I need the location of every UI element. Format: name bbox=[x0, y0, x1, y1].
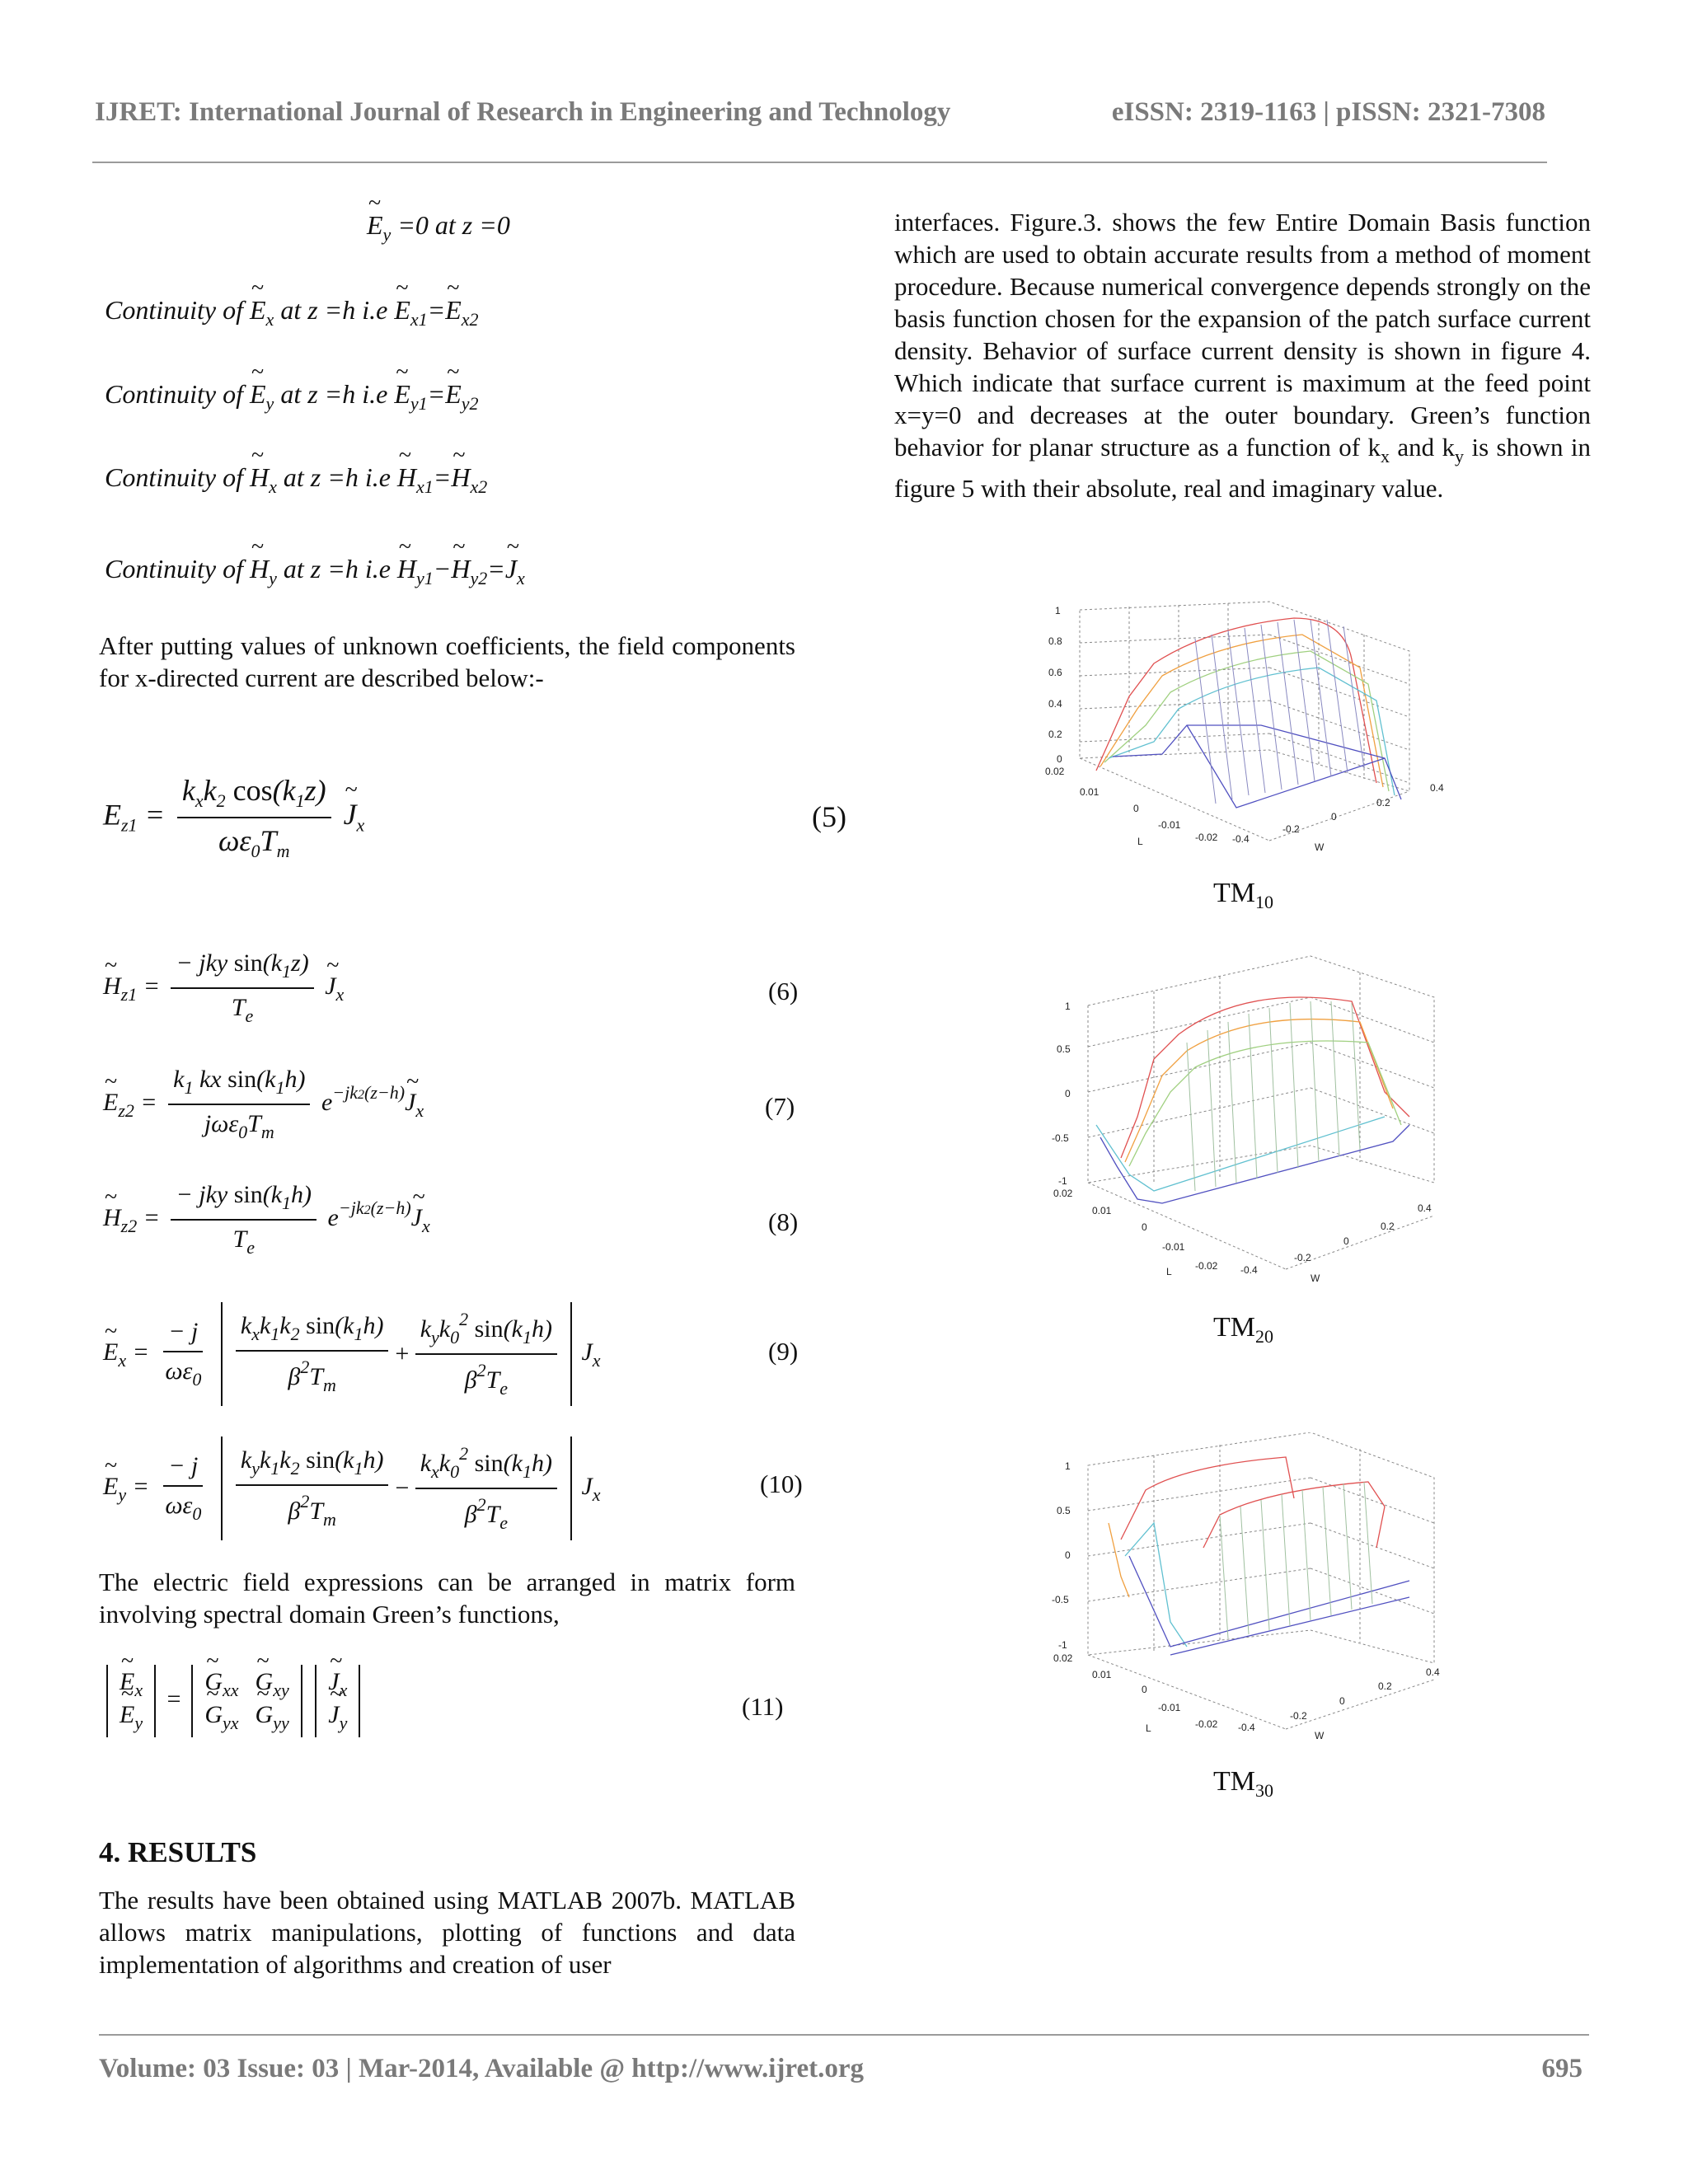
tm30-l-ticks bbox=[1053, 1652, 1218, 1730]
z-tick: -0.5 bbox=[1052, 1594, 1069, 1605]
caption-main: TM bbox=[1213, 1312, 1255, 1343]
z-tick: 0.2 bbox=[1048, 729, 1062, 740]
right-para-main: interfaces. Figure.3. shows the few Entire Domain Basis function which are used to obtain accurate results from a method of moment procedure. Because numerical convergence depends strongly on the basis function chosen for the expansion of the patch surface current density. Behavior of surface current density is shown in figure 4. Which indicate that surface current is maximum at the feed point x=y=0 and decreases at the outer boundary. Green’s function behavior for planar structure as a function of bbox=[894, 208, 1591, 462]
eq-number-5: (5) bbox=[812, 800, 846, 833]
figure-tm20-plot bbox=[1022, 952, 1467, 1298]
l-tick: -0.01 bbox=[1158, 1702, 1181, 1713]
w-tick: 0.4 bbox=[1418, 1202, 1432, 1214]
l-tick: -0.02 bbox=[1195, 832, 1218, 843]
w-tick: 0.4 bbox=[1426, 1666, 1440, 1678]
bc0-text: =0 at z =0 bbox=[397, 210, 510, 240]
figure-tm30-plot bbox=[1022, 1432, 1467, 1746]
eq-number-7: (7) bbox=[765, 1092, 795, 1121]
bc-ey-continuity: Continuity of ~ $E_y$ at z =h i.e ~ $E_{y1}=\sim$ $E_{y2}$ bbox=[105, 379, 479, 415]
header-rule bbox=[92, 162, 1547, 163]
w-tick: -0.2 bbox=[1290, 1710, 1307, 1722]
eq-number-10: (10) bbox=[760, 1469, 803, 1498]
z-tick: 0 bbox=[1065, 1549, 1071, 1561]
paragraph-matrix-form: The electric field expressions can be arranged in matrix form involving spectral domain Green’s functions, bbox=[99, 1568, 795, 1629]
z-tick: -1 bbox=[1058, 1175, 1067, 1187]
eq-number-6: (6) bbox=[768, 977, 799, 1005]
caption-sub: 30 bbox=[1255, 1780, 1273, 1801]
equation-9: ~ $E_x$ = $\frac{- j}{\omega\varepsilon_0}$ $\frac{k_xk_1k_2 \sin(k_1h)}{\beta^2T_m}$ + $\frac{k_yk_0^2 \sin(k_1h)}{\beta^2T_e}$ $J_x$ bbox=[103, 1302, 601, 1406]
eq-number-8: (8) bbox=[768, 1207, 799, 1236]
z-tick: 0.6 bbox=[1048, 667, 1062, 678]
w-tick: 0.4 bbox=[1430, 782, 1444, 794]
eq-number-11: (11) bbox=[742, 1692, 784, 1721]
equation-7: ~ $E_{z2}$ = $\frac{k_1 kx \sin(k_1h)}{j\omega\varepsilon_0T_m}$ $e^{-jk2(z-h)}\sim$ $J_x$ bbox=[103, 1066, 424, 1143]
l-tick: 0 bbox=[1142, 1221, 1147, 1233]
caption-main: TM bbox=[1213, 878, 1255, 908]
l-tick: 0.01 bbox=[1092, 1205, 1112, 1216]
w-tick: -0.4 bbox=[1232, 833, 1250, 845]
l-tick: -0.01 bbox=[1162, 1241, 1185, 1253]
equation-10: ~ $E_y$ = $\frac{- j}{\omega\varepsilon_0}$ $\frac{k_yk_1k_2 \sin(k_1h)}{\beta^2T_m}$ − $\frac{k_xk_0^2 \sin(k_1h)}{\beta^2T_e}$ $J_x$ bbox=[103, 1436, 601, 1540]
bc2-mid: at z =h i.e bbox=[280, 379, 388, 409]
caption-tm30 bbox=[1213, 1766, 1273, 1802]
w-tick: 0.2 bbox=[1378, 1680, 1392, 1692]
w-tick: 0 bbox=[1343, 1235, 1349, 1247]
l-tick: 0 bbox=[1142, 1684, 1147, 1695]
bc4-mid: at z =h i.e bbox=[283, 554, 391, 583]
x-axis-label: L bbox=[1166, 1266, 1172, 1277]
page-number: 695 bbox=[1541, 2054, 1582, 2083]
y-axis-label: W bbox=[1315, 841, 1325, 853]
eq-number-9: (9) bbox=[768, 1337, 799, 1366]
l-tick: -0.02 bbox=[1195, 1260, 1218, 1272]
z-tick: 1 bbox=[1055, 605, 1061, 616]
right-para-and: and bbox=[1397, 433, 1435, 462]
caption-sub: 20 bbox=[1255, 1326, 1273, 1347]
l-tick: -0.02 bbox=[1195, 1718, 1218, 1730]
z-tick: -1 bbox=[1058, 1639, 1067, 1651]
w-tick: -0.2 bbox=[1282, 823, 1300, 835]
bc2-prefix: Continuity of bbox=[105, 379, 243, 409]
equation-5: $E_{z1}$ = $\frac{k_xk_2 \cos(k_1z)}{\omega\varepsilon_0T_m}$ ~ $J_x$ bbox=[103, 773, 364, 862]
paragraph-results: The results have been obtained using MATLAB 2007b. MATLAB allows matrix manipulations, plotting of functions and data implementation of algorithms and creation of user bbox=[99, 1886, 795, 1979]
bc4-prefix: Continuity of bbox=[105, 554, 243, 583]
y-axis-label: W bbox=[1311, 1272, 1320, 1284]
footer-rule bbox=[99, 2034, 1589, 2036]
caption-main: TM bbox=[1213, 1766, 1255, 1797]
l-tick: 0.02 bbox=[1053, 1188, 1073, 1199]
journal-title: IJRET: International Journal of Research in Engineering and Technology bbox=[95, 97, 951, 127]
page-footer bbox=[99, 2054, 1582, 2084]
tm20-l-ticks bbox=[1053, 1188, 1218, 1272]
equation-6: ~ $H_{z1}$ = $\frac{- jky \sin(k_1z)}{T_e}$ ~ $J_x$ bbox=[103, 949, 344, 1027]
z-tick: 0 bbox=[1065, 1088, 1071, 1099]
tm10-z-ticks bbox=[1048, 605, 1062, 765]
x-axis-label: L bbox=[1137, 836, 1143, 847]
bc-hx-continuity: Continuity of ~ $H_x$ at z =h i.e ~ $H_{x1}=\sim$ $H_{x2}$ bbox=[105, 462, 487, 498]
figure-tm10-plot bbox=[1022, 593, 1467, 865]
equation-8: ~ $H_{z2}$ = $\frac{- jky \sin(k_1h)}{T_e}$ $e^{-jk2(z-h)}\sim$ $J_x$ bbox=[103, 1181, 430, 1258]
tm20-w-ticks bbox=[1240, 1202, 1432, 1276]
bc1-prefix: Continuity of bbox=[105, 295, 243, 325]
tm20-z-ticks bbox=[1052, 1001, 1071, 1187]
bc3-mid: at z =h i.e bbox=[283, 462, 391, 492]
equation-11: ~ $E_x$ ~ $E_y$ = ~ $G_{xx}$ ~ $G_{yx}$ ~ $G_{xy}$ ~ $G_{yy}$ ~ $J_x$ ~ $J_y$ bbox=[103, 1665, 363, 1737]
page-header bbox=[95, 97, 1545, 128]
l-tick: 0.01 bbox=[1080, 786, 1100, 798]
w-tick: 0.2 bbox=[1381, 1221, 1395, 1232]
bc-ey-zero: ~ $E_y =0$ at z =0 bbox=[367, 210, 510, 246]
x-axis-label: L bbox=[1146, 1722, 1151, 1734]
w-tick: -0.4 bbox=[1240, 1264, 1258, 1276]
paragraph-field-components: After putting values of unknown coefficients, the field components for x-directed current are described below:- bbox=[99, 631, 795, 692]
bc-ex-continuity: Continuity of ~ $E_x$ at z =h i.e ~ $E_{x1}=\sim$ $E_{x2}$ bbox=[105, 295, 479, 330]
tm30-z-ticks bbox=[1052, 1460, 1071, 1651]
w-tick: 0.2 bbox=[1376, 797, 1390, 808]
l-tick: 0 bbox=[1133, 803, 1139, 814]
z-tick: 0 bbox=[1057, 753, 1062, 765]
footer-volume-info: Volume: 03 Issue: 03 | Mar-2014, Available @ http://www.ijret.org bbox=[99, 2054, 864, 2083]
z-tick: 1 bbox=[1065, 1001, 1071, 1012]
tm10-w-ticks bbox=[1232, 782, 1444, 845]
w-tick: -0.2 bbox=[1294, 1252, 1311, 1263]
w-tick: 0 bbox=[1339, 1695, 1345, 1707]
tm10-l-ticks bbox=[1045, 766, 1218, 843]
z-tick: 0.5 bbox=[1057, 1043, 1071, 1055]
w-tick: 0 bbox=[1331, 811, 1337, 823]
caption-tm10 bbox=[1213, 878, 1273, 913]
bc3-prefix: Continuity of bbox=[105, 462, 243, 492]
w-tick: -0.4 bbox=[1238, 1722, 1255, 1733]
z-tick: 1 bbox=[1065, 1460, 1071, 1472]
tm30-w-ticks bbox=[1238, 1666, 1440, 1733]
z-tick: -0.5 bbox=[1052, 1132, 1069, 1144]
l-tick: 0.01 bbox=[1092, 1669, 1112, 1680]
paragraph-right-column: interfaces. Figure.3. shows the few Entire Domain Basis function which are used to obtain accurate results from a method of moment procedure. Because numerical convergence depends strongly on the basis function chosen for the expansion of the patch surface current density. Behavior of surface current density is shown in figure 4. Which indicate that surface current is maximum at the feed point x=y=0 and decreases at the outer boundary. Green’s function behavior for planar structure as a function of $k_x$ and $k_y$ is shown in figure 5 with their absolute, real and imaginary value. bbox=[894, 208, 1592, 503]
bc1-mid: at z =h i.e bbox=[280, 295, 388, 325]
section-title-results: 4. RESULTS bbox=[99, 1836, 257, 1868]
caption-sub: 10 bbox=[1255, 892, 1273, 912]
l-tick: -0.01 bbox=[1158, 819, 1181, 831]
right-para-tail: is shown in figure 5 with their absolute, real and imaginary value. bbox=[894, 433, 1592, 503]
z-tick: 0.4 bbox=[1048, 698, 1062, 710]
z-tick: 0.8 bbox=[1048, 635, 1062, 647]
z-tick: 0.5 bbox=[1057, 1505, 1071, 1516]
issn-text: eISSN: 2319-1163 | pISSN: 2321-7308 bbox=[1111, 97, 1545, 127]
y-axis-label: W bbox=[1315, 1730, 1325, 1741]
bc-hy-continuity: Continuity of ~ $H_y$ at z =h i.e ~ $H_{y1}-\sim$ $H_{y2}=\sim$ $J_x$ bbox=[105, 554, 525, 589]
l-tick: 0.02 bbox=[1053, 1652, 1073, 1664]
caption-tm20 bbox=[1213, 1312, 1273, 1347]
l-tick: 0.02 bbox=[1045, 766, 1065, 777]
